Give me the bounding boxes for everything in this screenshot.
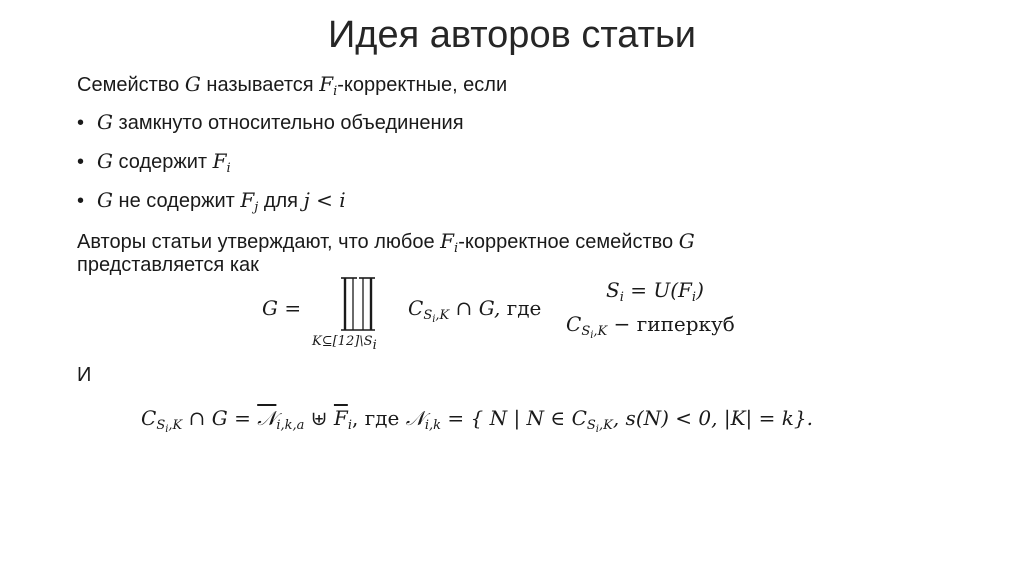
bullet-var: G xyxy=(97,110,113,134)
f2-part1: ∩ G = xyxy=(182,406,258,430)
intro-text-2: называется xyxy=(200,74,320,96)
f2-c2-sub-i: i xyxy=(595,424,599,435)
and-word: И xyxy=(77,364,92,386)
f2-set-rest: , s(N) < 0, |K| = k}. xyxy=(612,406,813,430)
formula2 xyxy=(141,406,813,435)
f2-n2-sub: i,k xyxy=(424,418,442,433)
f2-c-sub-i: i xyxy=(165,424,169,435)
def-s-sub2: i xyxy=(691,290,697,305)
intro-var-f: F xyxy=(319,72,334,96)
intro-text-1: Семейство xyxy=(77,74,185,96)
bullet-marker: • xyxy=(77,151,85,173)
claim-text-2: -корректное семейство xyxy=(458,231,679,253)
bullet-marker: • xyxy=(77,190,85,212)
intro-var-g: G xyxy=(184,72,201,96)
claim-line-2: представляется как xyxy=(77,254,259,276)
formula1-lhs: G = xyxy=(262,296,302,320)
def-c-sub-k: ,K xyxy=(593,324,608,339)
bullet-var-f: F xyxy=(212,149,227,173)
f2-union: ⊎ xyxy=(304,406,334,430)
coproduct-index-text: K⊆[12]\S xyxy=(312,334,373,349)
term-where: где xyxy=(500,296,542,320)
bullet-text: замкнуто относительно объединения xyxy=(112,112,464,134)
def-s-line xyxy=(606,278,704,305)
term-sub-s: S xyxy=(423,308,433,323)
term-c: C xyxy=(408,296,424,320)
def-c-sub-i: i xyxy=(590,330,594,341)
claim-sub-i: i xyxy=(454,241,459,256)
def-c-sub xyxy=(581,324,607,339)
bullet-sub: i xyxy=(226,161,231,176)
def-s-close: ) xyxy=(696,278,704,302)
f2-c-sub xyxy=(156,418,182,433)
f2-f-bar: $\overline{F}$ xyxy=(333,406,348,430)
bullet-text: не содержит xyxy=(112,190,241,212)
formula1-term xyxy=(408,296,541,325)
def-c-line xyxy=(566,312,735,341)
f2-set-open: = { N | N ∈ xyxy=(441,406,572,430)
bullet-marker: • xyxy=(77,112,85,134)
coproduct-symbol xyxy=(340,276,376,332)
bullet-var: G xyxy=(97,188,113,212)
intro-text-3: -корректные, если xyxy=(337,74,508,96)
bullet-item-3 xyxy=(77,188,346,215)
f2-comma: , xyxy=(351,406,359,430)
def-c-rest: − гиперкуб xyxy=(607,312,735,336)
bullet-condition: j < i xyxy=(303,188,346,212)
claim-var-g: G xyxy=(678,229,695,253)
f2-c-sub-k: ,K xyxy=(168,418,183,433)
f2-c2-sub-s: S xyxy=(586,418,596,433)
claim-var-f: F xyxy=(440,229,455,253)
f2-n-bar: 𝒩 xyxy=(257,406,277,430)
intro-sub-i: i xyxy=(333,84,338,99)
term-rest: ∩ G, xyxy=(449,296,501,320)
def-s: S xyxy=(606,278,620,302)
claim-text-1: Авторы статьи утверждают, что любое xyxy=(77,231,441,253)
term-sub-k: ,K xyxy=(435,308,450,323)
def-s-rest: = U(F xyxy=(623,278,692,302)
bullet-var: G xyxy=(97,149,113,173)
term-sub xyxy=(423,308,449,323)
term-sub-i: i xyxy=(432,314,436,325)
coproduct-index-sub: i xyxy=(372,338,377,353)
f2-c2-sub xyxy=(587,418,613,433)
bullet-var-f: F xyxy=(240,188,255,212)
def-c: C xyxy=(566,312,582,336)
bullet-text: содержит xyxy=(112,151,213,173)
slide-title: Идея авторов статьи xyxy=(327,14,697,56)
f2-where: где xyxy=(358,406,406,430)
claim-line-1 xyxy=(77,229,695,256)
bullet-text-2: для xyxy=(258,190,304,212)
bullet-item-1 xyxy=(77,110,464,135)
f2-c-sub-s: S xyxy=(156,418,166,433)
f2-n2: 𝒩 xyxy=(405,406,425,430)
f2-n-sub: i,k,a xyxy=(276,418,305,433)
bullet-item-2 xyxy=(77,149,231,176)
bullet-sub: j xyxy=(254,200,259,215)
f2-f-sub: i xyxy=(347,418,352,433)
def-c-sub-s: S xyxy=(581,324,591,339)
coproduct-index xyxy=(312,334,377,353)
f2-c2: C xyxy=(571,406,587,430)
intro-line xyxy=(77,72,507,99)
f2-c: C xyxy=(141,406,157,430)
f2-c2-sub-k: ,K xyxy=(598,418,613,433)
def-s-sub: i xyxy=(619,290,624,305)
